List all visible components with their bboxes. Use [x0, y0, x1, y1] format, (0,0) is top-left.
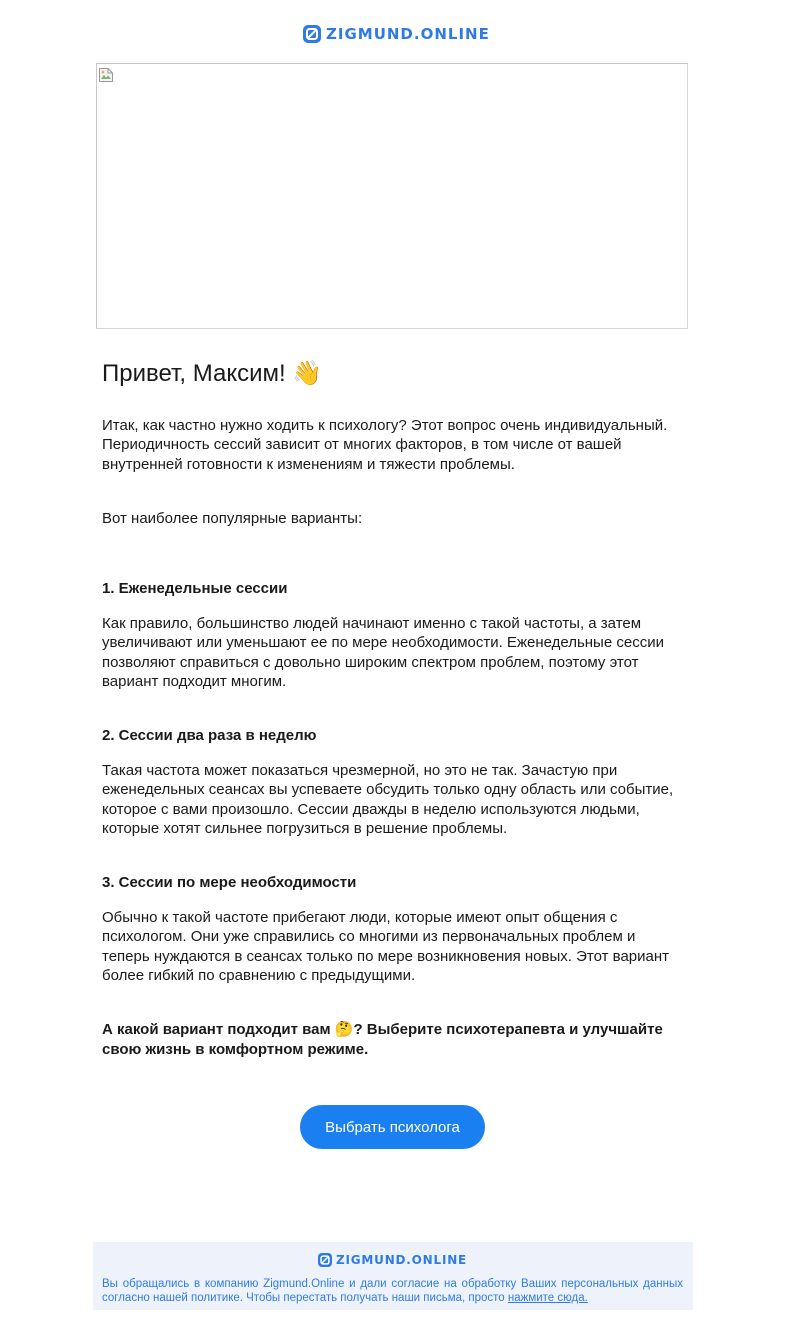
section-title-twice-weekly: 2. Сессии два раза в неделю — [102, 727, 317, 744]
intro-paragraph: Итак, как частно нужно ходить к психологу? Этот вопрос очень индивидуальный. Периодичность сессий зависит от многих факторов, в том числе от вашей внутренней готовности к изменениям и тяжести проблемы. — [102, 417, 668, 473]
footer-disclaimer-text: Вы обращались в компанию Zigmund.Online и дали согласие на обработку Ваших персональных данных согласно нашей политике. Чтобы перестать получать наши письма, просто — [102, 1278, 683, 1304]
closing-text-end: ? Выберите психотерапевта и улучшайте свою жизнь в комфортном режиме. — [102, 1021, 663, 1058]
choose-psychologist-button[interactable]: Выбрать психолога — [300, 1105, 485, 1149]
footer-disclaimer — [102, 1277, 683, 1305]
section-body-twice-weekly: Такая частота может показаться чрезмерной, но это не так. Зачастую при еженедельных сеансах вы успеваете обсудить только одну область или событие, которое с вами произошло. Сессии дважды в неделю используются людьми, которые хотят сильнее погрузиться в решение проблемы. — [102, 762, 674, 837]
broken-image-icon — [98, 67, 114, 83]
zigmund-logo-icon — [318, 1253, 332, 1267]
brand-logo[interactable] — [303, 24, 490, 44]
unsubscribe-link[interactable]: нажмите сюда. — [507, 1292, 588, 1304]
thinking-face-emoji: 🤔 — [334, 1021, 354, 1038]
section-title-as-needed: 3. Сессии по мере необходимости — [102, 874, 357, 891]
waving-hand-emoji: 👋 — [292, 360, 323, 387]
greeting-heading — [102, 356, 684, 392]
section-body-as-needed: Обычно к такой частоте прибегают люди, которые имеют опыт общения с психологом. Они уже справились со многими из первоначальных проблем и теперь нуждаются в сеансах только по мере возникновения новых. Этот вариант более гибкий по сравнению с предыдущими. — [102, 909, 670, 984]
section-title-weekly: 1. Еженедельные сессии — [102, 580, 288, 597]
zigmund-logo-icon — [303, 25, 321, 43]
footer-brand-logo[interactable] — [318, 1252, 467, 1268]
footer — [93, 1242, 693, 1310]
section-body-weekly: Как правило, большинство людей начинают именно с такой частоты, а затем увеличивают или уменьшают ее по мере необходимости. Еженедельные сессии позволяют справиться с довольно широким спектром проблем, поэтому этот вариант подходит многим. — [102, 615, 664, 690]
footer-brand-wordmark: ZIGMUND.ONLINE — [336, 1253, 468, 1267]
closing-question — [102, 1020, 684, 1060]
hero-image — [96, 63, 688, 329]
greeting-text: Привет, Максим! — [102, 360, 286, 387]
options-lead: Вот наиболее популярные варианты: — [102, 510, 363, 527]
closing-text-start: А какой вариант подходит вам — [102, 1021, 335, 1038]
brand-wordmark: ZIGMUND.ONLINE — [326, 25, 490, 43]
